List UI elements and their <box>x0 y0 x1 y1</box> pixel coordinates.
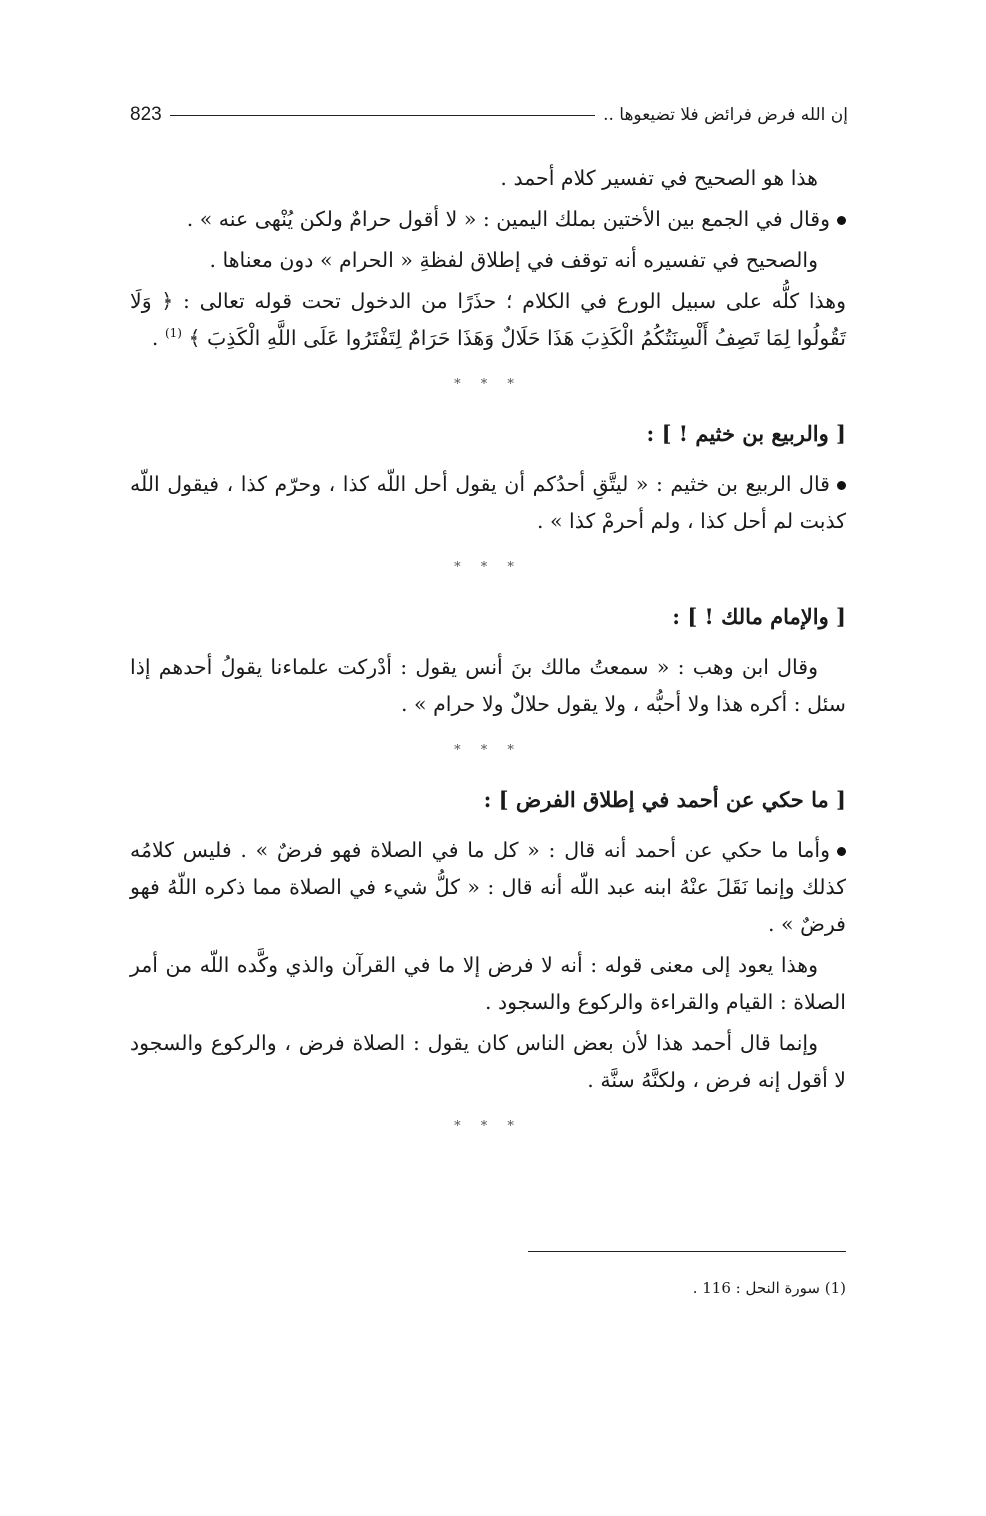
section-separator: * * * <box>454 743 522 758</box>
paragraph-end: . <box>151 326 165 350</box>
page-number: 823 <box>130 104 162 125</box>
footnote-ref: (1) <box>164 326 182 341</box>
quran-paragraph <box>130 283 846 357</box>
section-separator: * * * <box>454 1119 522 1134</box>
paragraph: وهذا يعود إلى معنى قوله : أنه لا فرض إلا ما في القرآن والذي وكَّده اللّه من أمر الصلاة : القيام والقراءة والركوع والسجود . <box>130 953 846 1014</box>
paragraph-text: وهذا كلُّه على سبيل الورع في الكلام ؛ حذَرًا من الدخول تحت قوله تعالى : ﴿ وَلَا تَقُولُوا لِمَا تَصِفُ أَلْسِنَتُكُمُ الْكَذِبَ هَذَا حَلَالٌ وَهَذَا حَرَامٌ لِتَفْتَرُوا عَلَى اللَّهِ الْكَذِبَ ﴾ <box>130 289 846 350</box>
paragraph: وقال ابن وهب : « سمعتُ مالك بنَ أنس يقول : أدْركت علماءنا يقولُ أحدهم إذا سئل : أكره هذا ولا أحبُّه ، ولا يقول حلالٌ ولا حرام » . <box>130 655 846 716</box>
section-heading: [ والربيع بن خثيم ! ] : <box>646 421 846 446</box>
page-body <box>130 160 846 1157</box>
footnote: (1) سورة النحل : 116 . <box>692 1279 846 1297</box>
footnote-rule <box>528 1251 846 1252</box>
section-heading: [ ما حكي عن أحمد في إطلاق الفرض ] : <box>483 787 846 812</box>
paragraph-text: وقال في الجمع بين الأختين بملك اليمين : « لا أقول حرامٌ ولكن يُنْهى عنه » . <box>186 207 830 231</box>
running-title: إن الله فرض فرائض فلا تضيعوها .. <box>603 105 848 125</box>
paragraph-text: وأما ما حكي عن أحمد أنه قال : « كل ما في الصلاة فهو فرضٌ » . فليس كلامُه كذلك وإنما نَقَلَ عنْهُ ابنه عبد اللّه أنه قال : « كلُّ شيء في الصلاة مما ذكره اللّهُ فهو فرضٌ » . <box>130 838 846 936</box>
paragraph: والصحيح في تفسيره أنه توقف في إطلاق لفظةِ « الحرام » دون معناها . <box>209 248 818 272</box>
bullet-icon <box>837 216 846 225</box>
paragraph: هذا هو الصحيح في تفسير كلام أحمد . <box>500 166 818 190</box>
bullet-icon <box>837 481 846 490</box>
bullet-paragraph <box>130 832 846 943</box>
header-rule <box>170 115 595 116</box>
paragraph: وإنما قال أحمد هذا لأن بعض الناس كان يقول : الصلاة فرض ، والركوع والسجود لا أقول إنه فرض ، ولكنَّهُ سنَّة . <box>130 1031 846 1092</box>
running-header <box>130 98 848 132</box>
section-separator: * * * <box>454 560 522 575</box>
bullet-paragraph <box>130 201 846 238</box>
section-separator: * * * <box>454 377 522 392</box>
bullet-icon <box>837 847 846 856</box>
paragraph-text: قال الربيع بن خثيم : « ليتَّقِ أحدُكم أن يقول أحل اللّه كذا ، وحرّم كذا ، فيقول اللّه كذبت لم أحل كذا ، ولم أحرمْ كذا » . <box>130 472 846 533</box>
bullet-paragraph <box>130 466 846 540</box>
section-heading: [ والإمام مالك ! ] : <box>672 604 846 629</box>
